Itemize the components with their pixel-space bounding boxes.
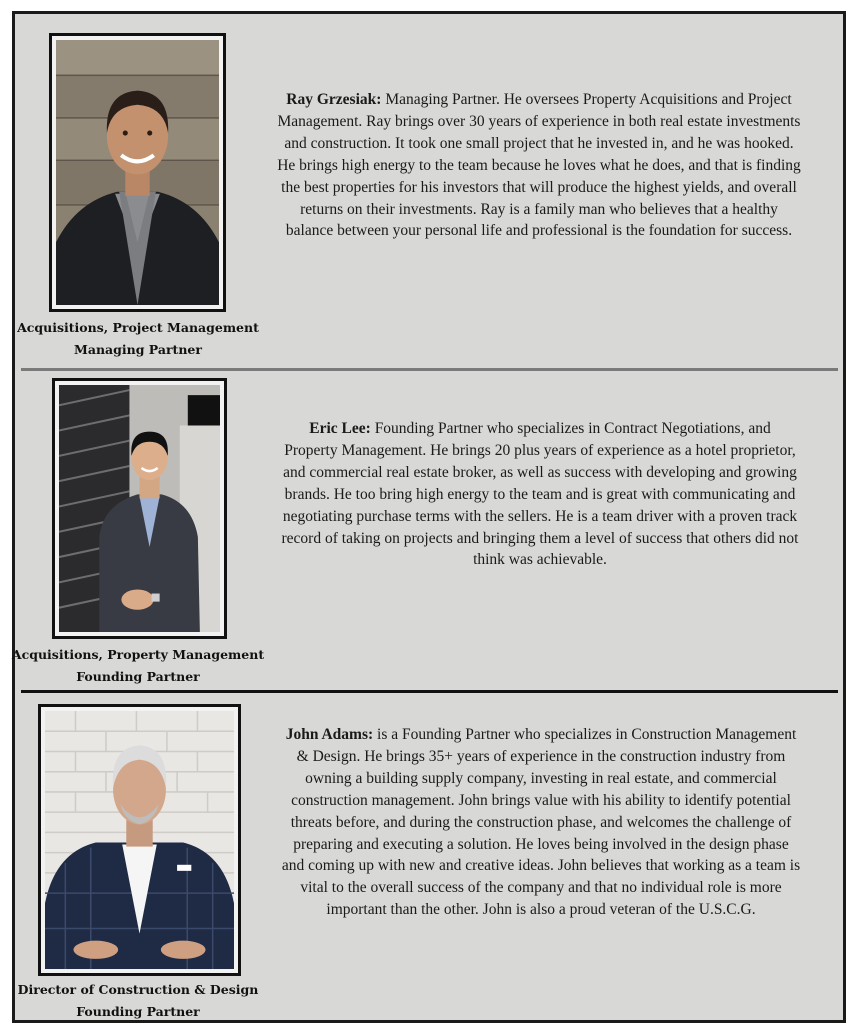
member-bio: Managing Partner. He oversees Property Acquisitions and Project Management. Ray brings over 30 years of experience in both real estate investments and construction. It took one small project that he invested in, and he was hooked. He brings high energy to the team because he loves what he does, and that is finding the best properties for his investors that will produce the highest yields, and overall returns on their investments. Ray is a family man who believes that a healthy balance between your personal life and professional is the foundation for success. xyxy=(277,91,801,240)
caption-ray-grzesiak xyxy=(17,317,259,361)
caption-role: Acquisitions, Project Management xyxy=(17,320,259,335)
caption-role: Director of Construction & Design xyxy=(17,982,259,997)
caption-title: Founding Partner xyxy=(76,1004,200,1019)
caption-title: Managing Partner xyxy=(74,342,202,357)
section-divider xyxy=(21,690,838,693)
caption-title: Founding Partner xyxy=(76,669,200,684)
caption-john-adams xyxy=(17,979,259,1023)
section-divider xyxy=(21,368,838,371)
team-panel xyxy=(12,11,846,1023)
member-bio: is a Founding Partner who specializes in Construction Management & Design. He brings 35+ years of experience in the construction industry from owning a building supply company, investing in real estate, and commercial construction management. John brings value with his ability to identify potential threats before, and during the construction phase, and welcomes the challenge of preparing and executing a solution. He loves being involved in the design phase and coming up with new and creative ideas. John believes that working as a team is vital to the overall success of the company and that no individual role is more important than the other. John is also a proud veteran of the U.S.C.G. xyxy=(281,726,801,919)
portrait-eric-lee xyxy=(52,378,227,639)
portrait-john-adams xyxy=(38,704,241,976)
member-name: Ray Grzesiak: xyxy=(286,91,382,108)
caption-eric-lee xyxy=(11,644,265,688)
portrait-ray-grzesiak xyxy=(49,33,226,312)
bio-john-adams xyxy=(281,724,801,921)
caption-role: Acquisitions, Property Management xyxy=(11,647,265,662)
member-name: John Adams: xyxy=(285,726,374,743)
member-bio: Founding Partner who specializes in Contract Negotiations, and Property Management. He brings 20 plus years of experience as a hotel proprietor, and commercial real estate broker, as well as success with developing and growing brands. He too bring high energy to the team and is great with communicating and negotiating purchase terms with the sellers. He is a team driver with a proven track record of taking on projects and bringing them a level of success that others did not think was achievable. xyxy=(281,420,799,569)
bio-ray-grzesiak xyxy=(277,89,801,242)
bio-eric-lee xyxy=(281,418,799,571)
member-name: Eric Lee: xyxy=(309,420,371,437)
